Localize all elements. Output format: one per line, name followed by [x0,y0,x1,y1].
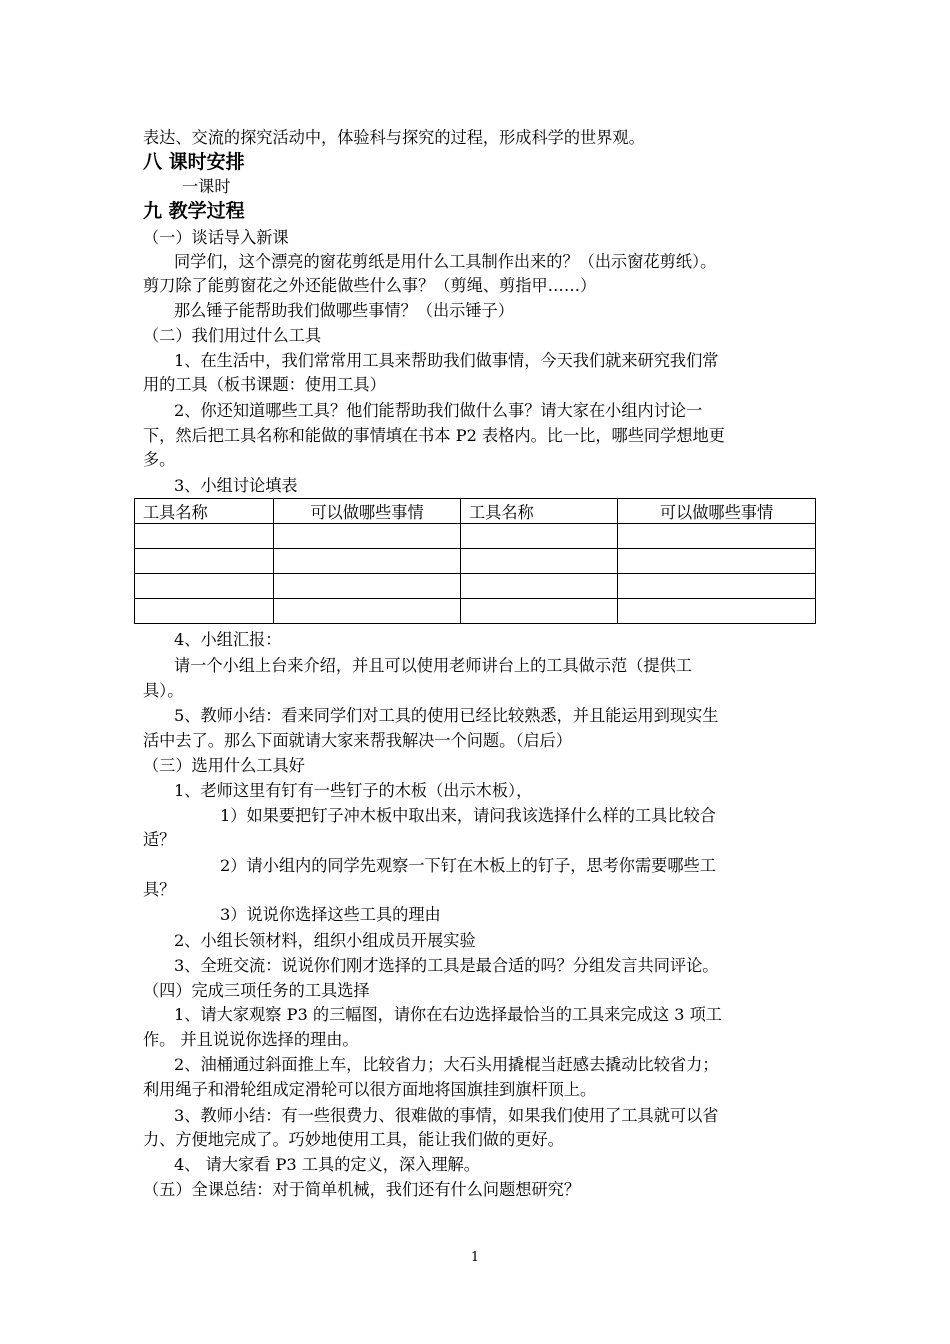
table-row [135,574,816,599]
text-line: 3、小组讨论填表 [174,476,298,495]
text-line: 同学们，这个漂亮的窗花剪纸是用什么工具制作出来的？（出示窗花剪纸）。 [174,252,717,271]
text-line: 3、教师小结：有一些很费力、很难做的事情，如果我们使用了工具就可以省 [174,1106,719,1125]
text-line: 适？ [143,830,176,849]
text-line: 剪刀除了能剪窗花之外还能做些什么事？（剪绳、剪指甲……） [143,276,597,295]
text-line: 利用绳子和滑轮组成定滑轮可以很方面地将国旗挂到旗杆顶上。 [143,1080,597,1099]
table-row [135,599,816,624]
table-cell[interactable] [618,524,816,549]
table-cell[interactable] [461,524,618,549]
section-heading-8: 八 课时安排 [143,151,245,173]
text-line: 请一个小组上台来介绍，并且可以使用老师讲台上的工具做示范（提供工 [174,656,692,675]
table-cell[interactable] [618,574,816,599]
text-line: 4、小组汇报： [174,630,282,649]
text-line: 那么锤子能帮助我们做哪些事情？（出示锤子） [174,301,514,320]
table-cell[interactable] [274,574,461,599]
table-cell[interactable] [135,574,274,599]
table-header-cell: 可以做哪些事情 [274,499,461,524]
page-number: 1 [470,1250,480,1265]
table-cell[interactable] [618,549,816,574]
text-line: 作。 并且说说你选择的理由。 [143,1030,359,1049]
text-line: 1、请大家观察 P3 的三幅图，请你在右边选择最恰当的工具来完成这 3 项工 [174,1005,722,1024]
table-header-cell: 可以做哪些事情 [618,499,816,524]
text-line: 3）说说你选择这些工具的理由 [220,905,441,924]
text-line: 2、你还知道哪些工具？他们能帮助我们做什么事？请大家在小组内讨论一 [174,401,703,420]
table-header-row [135,499,816,524]
text-line: 具）。 [143,681,184,700]
table-cell[interactable] [274,599,461,624]
section-heading-9: 九 教学过程 [143,200,245,222]
text-line: 1、老师这里有钉有一些钉子的木板（出示木板）， [174,781,533,800]
text-line: 一课时 [182,177,231,196]
table-header-cell: 工具名称 [135,499,274,524]
table-cell[interactable] [135,549,274,574]
text-line: 下，然后把工具名称和能做的事情填在书本 P2 表格内。比一比，哪些同学想地更 [143,426,725,445]
table-cell[interactable] [461,574,618,599]
table-header-cell: 工具名称 [461,499,618,524]
text-line: 5、教师小结：看来同学们对工具的使用已经比较熟悉，并且能运用到现实生 [174,706,719,725]
text-line: 3、全班交流：说说你们刚才选择的工具是最合适的吗？分组发言共同评论。 [174,956,719,975]
table-cell[interactable] [135,524,274,549]
subsection-title: （四）完成三项任务的工具选择 [143,981,370,1000]
table-cell[interactable] [274,524,461,549]
table-cell[interactable] [461,599,618,624]
text-line: 具？ [143,880,176,899]
table-row [135,549,816,574]
discussion-table [134,498,816,624]
text-line: 力、方便地完成了。巧妙地使用工具，能让我们做的更好。 [143,1130,564,1149]
subsection-title: （五）全课总结：对于简单机械，我们还有什么问题想研究？ [143,1180,581,1199]
text-line: 活中去了。那么下面就请大家来帮我解决一个问题。（启后） [143,731,572,750]
text-line: 1）如果要把钉子冲木板中取出来，请问我该选择什么样的工具比较合 [220,806,716,825]
table-cell[interactable] [135,599,274,624]
text-line: 用的工具（板书课题：使用工具） [143,375,386,394]
text-line: 2）请小组内的同学先观察一下钉在木板上的钉子，思考你需要哪些工 [220,856,716,875]
text-line: 4、 请大家看 P3 工具的定义，深入理解。 [174,1155,480,1174]
text-line: 多。 [143,450,176,469]
table-cell[interactable] [618,599,816,624]
text-line: 表达、交流的探究活动中，体验科与探究的过程，形成科学的世界观。 [143,128,645,147]
table-row [135,524,816,549]
subsection-title: （一）谈话导入新课 [143,228,289,247]
text-line: 2、油桶通过斜面推上车，比较省力；大石头用撬棍当赶感去撬动比较省力； [174,1055,719,1074]
table-cell[interactable] [461,549,618,574]
table-cell[interactable] [274,549,461,574]
subsection-title: （二）我们用过什么工具 [143,326,322,345]
text-line: 2、小组长领材料，组织小组成员开展实验 [174,931,476,950]
text-line: 1、在生活中，我们常常用工具来帮助我们做事情，今天我们就来研究我们常 [174,351,719,370]
subsection-title: （三）选用什么工具好 [143,756,305,775]
